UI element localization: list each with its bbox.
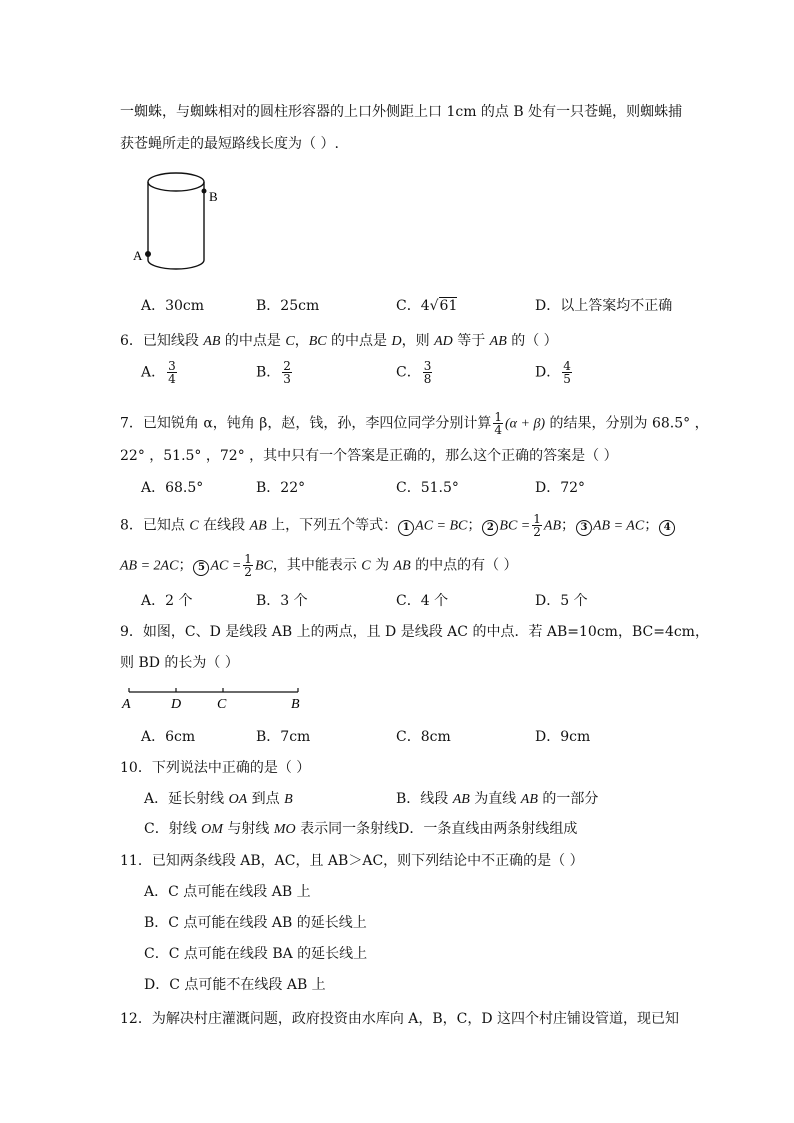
- circled-number-5: 5: [193, 560, 209, 576]
- q7-option-d: D．72°: [535, 480, 586, 496]
- point-b: [202, 189, 207, 194]
- fig-label-a: A: [122, 697, 131, 712]
- fig-label-b: B: [209, 189, 218, 204]
- q11-option-d: D．C 点可能不在线段 AB 上: [144, 977, 326, 993]
- q10-option-d: D．一条直线由两条射线组成: [398, 821, 578, 837]
- q6-option-a: A． $\frac{3}{4}$: [141, 359, 176, 386]
- q11-stem: 11．已知两条线段 AB，AC，且 AB＞AC，则下列结论中不正确的是（ ）: [120, 853, 584, 869]
- q5-stem-line1: 一蜘蛛，与蜘蛛相对的圆柱形容器的上口外侧距上口 1cm 的点 B 处有一只苍蝇，则蜘蛛捕: [120, 104, 683, 120]
- q7-option-a: A．68.5°: [141, 480, 204, 496]
- q8-option-d: D．5 个: [535, 593, 588, 609]
- q9-stem-line2: 则 BD 的长为（ ）: [120, 655, 239, 671]
- q5-option-b: B．25cm: [256, 298, 320, 314]
- q10-stem: 10．下列说法中正确的是（ ）: [120, 760, 311, 776]
- q8-stem-line2: AB = 2AC； 5 AC = $\frac{1}{2}$ BC，其中能表示 C 为 AB 的中点的有（ ）: [120, 552, 518, 579]
- q11-option-b: B．C 点可能在线段 AB 的延长线上: [144, 915, 367, 931]
- q5-option-c: C．4√61: [396, 298, 458, 314]
- q6-option-d: D． $\frac{4}{5}$: [535, 359, 571, 386]
- q12-stem: 12．为解决村庄灌溉问题，政府投资由水库向 A，B，C，D 这四个村庄铺设管道，现已知: [120, 1011, 680, 1027]
- q9-option-d: D．9cm: [535, 729, 591, 745]
- q6-stem: 6．已知线段 AB 的中点是 C，BC 的中点是 D，则 AD 等于 AB 的（ ）: [120, 333, 558, 349]
- fig-label-d: D: [171, 697, 182, 712]
- q7-stem-line1: 7．已知锐角 α，钝角 β，赵，钱，孙，李四位同学分别计算 $\frac{1}{4}$ (α + β) 的结果，分别为 68.5° ，: [120, 410, 709, 437]
- q6-option-b: B． $\frac{2}{3}$: [256, 359, 291, 386]
- cylinder-figure: [130, 168, 220, 276]
- q10-option-c: C．射线 OM 与射线 MO 表示同一条射线D．一条直线由两条射线组成: [144, 821, 578, 837]
- q9-option-b: B．7cm: [256, 729, 311, 745]
- q5-stem-line2: 获苍蝇所走的最短路线长度为（ ）.: [120, 136, 339, 152]
- q8-stem-line1: 8．已知点 C 在线段 AB 上，下列五个等式： 1 AC = BC； 2 BC = $\frac{1}{2}$ AB； 3 AB = AC； 4: [120, 513, 676, 538]
- q10-option-b: B．线段 AB 为直线 AB 的一部分: [396, 791, 599, 807]
- circled-number-2: 2: [482, 520, 498, 536]
- q6-option-c: C． $\frac{3}{8}$: [396, 359, 432, 386]
- circled-number-1: 1: [398, 520, 414, 536]
- q5-option-c-prefix: C．4: [396, 298, 430, 314]
- fig-label-a: A: [133, 248, 143, 263]
- q9-option-a: A．6cm: [141, 729, 196, 745]
- circled-number-4: 4: [659, 520, 675, 536]
- point-a: [145, 251, 151, 257]
- q7-option-c: C．51.5°: [396, 480, 459, 496]
- q10-option-a: A．延长射线 OA 到点 B: [144, 791, 293, 807]
- q9-option-c: C．8cm: [396, 729, 451, 745]
- q8-option-b: B．3 个: [256, 593, 308, 609]
- fig-label-c: C: [217, 697, 227, 712]
- q7-option-b: B．22°: [256, 480, 306, 496]
- q11-option-c: C．C 点可能在线段 BA 的延长线上: [144, 946, 368, 962]
- circled-number-3: 3: [576, 520, 592, 536]
- q9-stem-line1: 9．如图，C、D 是线段 AB 上的两点，且 D 是线段 AC 的中点．若 AB=10cm，BC=4cm，: [120, 624, 709, 640]
- q8-option-c: C．4 个: [396, 593, 449, 609]
- q5-option-c-radicand: 61: [439, 298, 458, 314]
- q7-stem-line2: 22° ，51.5° ，72° ，其中只有一个答案是正确的，那么这个正确的答案是（ ）: [120, 448, 618, 464]
- q11-option-a: A．C 点可能在线段 AB 上: [144, 884, 311, 900]
- q5-option-a: A．30cm: [141, 298, 205, 314]
- q8-option-a: A．2 个: [141, 593, 193, 609]
- fig-label-b: B: [291, 697, 300, 712]
- segment-figure: [118, 683, 313, 713]
- q5-option-d: D．以上答案均不正确: [535, 298, 673, 314]
